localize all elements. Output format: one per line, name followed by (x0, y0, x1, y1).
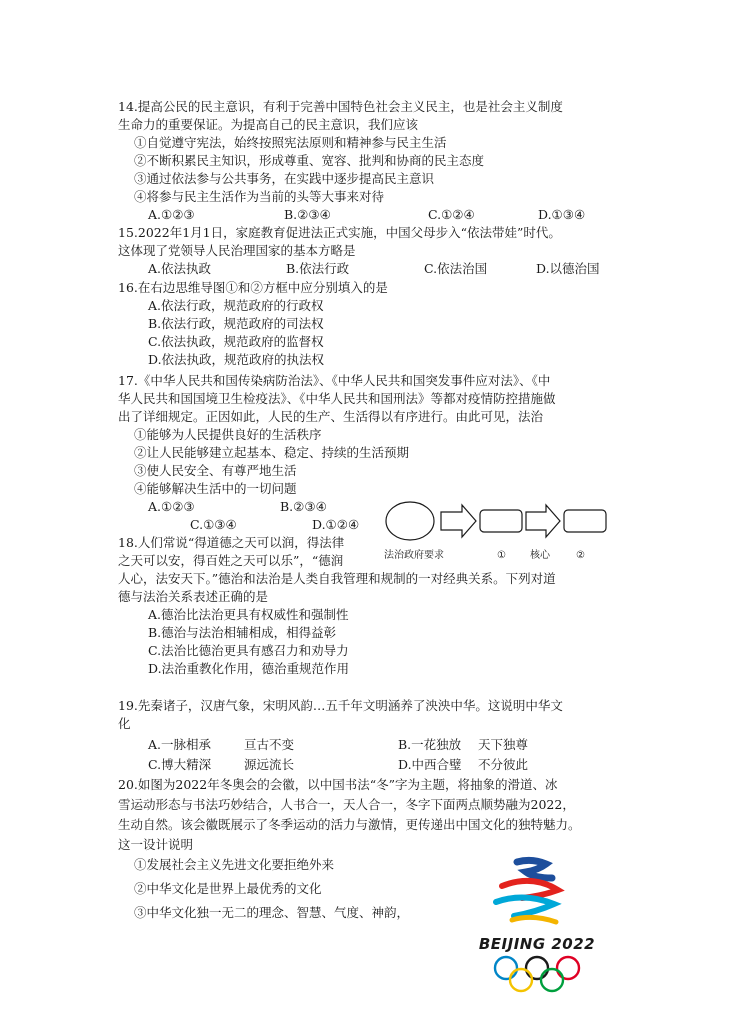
q14-choice-a: A.①②③ (148, 207, 195, 222)
q18-choice-c: C.法治比德治更具有感召力和劝导力 (148, 643, 349, 658)
q18-choice-d: D.法治重教化作用，德治重规范作用 (148, 661, 350, 676)
q19-choice-b-1: B.一花独放 (398, 737, 462, 752)
q19-stem-line2: 化 (118, 716, 131, 731)
q14-choice-c: C.①②④ (428, 207, 475, 222)
q19-choice-d-1: D.中西合璧 (398, 757, 462, 772)
emblem-stroke-cyan (496, 897, 554, 916)
mind-map-label-2: ② (576, 550, 585, 561)
q17-stem-line3: 出了详细规定。正因如此，人民的生产、生活得以有序进行。由此可见，法治 (118, 409, 544, 424)
q17-stem-line1: 17.《中华人民共和国传染病防治法》、《中华人民共和国突发事件应对法》、《中 (118, 373, 551, 388)
q16-stem: 16.在右边思维导图①和②方框中应分别填入的是 (118, 280, 388, 295)
q15-choice-a: A.依法执政 (148, 261, 212, 276)
q19-choice-c-1: C.博大精深 (148, 757, 212, 772)
q19-stem-line1: 19.先秦诸子，汉唐气象，宋明风韵…五千年文明涵养了泱泱中华。这说明中华文 (118, 698, 563, 713)
q14-stem-line2: 生命力的重要保证。为提高自己的民主意识，我们应该 (118, 117, 419, 132)
olympic-ring-red (557, 957, 579, 979)
q17-option-3: ③使人民安全、有尊严地生活 (134, 463, 297, 478)
olympic-rings (492, 954, 582, 996)
emblem-stroke-blue (517, 860, 552, 878)
q19-choice-b-2: 天下独尊 (478, 737, 529, 752)
q16-choice-d: D.依法执政，规范政府的执法权 (148, 352, 325, 367)
q16-choice-b: B.依法行政，规范政府的司法权 (148, 316, 324, 331)
q17-choice-d: D.①②④ (312, 517, 360, 532)
q15-choice-b: B.依法行政 (286, 261, 350, 276)
olympic-ring-green (541, 969, 563, 991)
q20-stem-line3: 生动自然。该会徽既展示了冬季运动的活力与激情，更传递出中国文化的独特魅力。 (118, 817, 581, 832)
beijing-2022-emblem (462, 856, 612, 996)
q14-option-1: ①自觉遵守宪法，始终按照宪法原则和精神参与民主生活 (134, 135, 447, 150)
q17-option-2: ②让人民能够建立起基本、稳定、持续的生活预期 (134, 445, 410, 460)
q16-choice-c: C.依法执政，规范政府的监督权 (148, 334, 324, 349)
olympic-ring-yellow (510, 969, 532, 991)
emblem-dong-character (462, 856, 612, 936)
mind-map-arrow-1 (441, 505, 476, 537)
q14-choice-b: B.②③④ (284, 207, 331, 222)
q19-choice-c-2: 源远流长 (244, 757, 295, 772)
mind-map-diagram (380, 498, 610, 546)
q17-option-1: ①能够为人民提供良好的生活秩序 (134, 427, 322, 442)
q15-stem-line1: 15.2022年1月1日，家庭教育促进法正式实施，中国父母步入“依法带娃”时代。 (118, 225, 561, 240)
q18-choice-b: B.德治与法治相辅相成，相得益彰 (148, 625, 337, 640)
q17-stem-line2: 华人民共和国国境卫生检疫法》、《中华人民共和国刑法》等都对疫情防控措施做 (118, 391, 556, 406)
olympic-ring-blue (495, 957, 517, 979)
q19-choice-a-2: 亘古不变 (244, 737, 295, 752)
q18-stem-line4: 德与法治关系表述正确的是 (118, 589, 269, 604)
q17-choice-b: B.②③④ (280, 499, 327, 514)
q20-stem-line4: 这一设计说明 (118, 837, 194, 852)
mind-map-box-2 (564, 510, 606, 532)
q14-option-2: ②不断积累民主知识，形成尊重、宽容、批判和协商的民主态度 (134, 153, 485, 168)
emblem-stroke-yellow (512, 917, 556, 922)
q18-stem-line3: 人心，法安天下。”德治和法治是人类自我管理和规制的一对经典关系。下列对道 (118, 571, 556, 586)
q18-stem-line2: 之天可以安，得百姓之天可以乐”，“德润 (118, 553, 344, 568)
q19-choice-a-1: A.一脉相承 (148, 737, 212, 752)
olympic-ring-black (526, 957, 548, 979)
q18-stem-line1: 18.人们常说“得道德之天可以润，得法律 (118, 535, 345, 550)
q20-stem-line2: 雪运动形态与书法巧妙结合，人书合一，天人合一，冬字下面两点顺势融为2022， (118, 797, 575, 812)
q20-option-3: ③中华文化独一无二的理念、智慧、气度、神韵， (134, 905, 410, 920)
mind-map-label-1: ① (497, 550, 506, 561)
q15-stem-line2: 这体现了党领导人民治理国家的基本方略是 (118, 243, 356, 258)
q17-choice-c: C.①③④ (190, 517, 237, 532)
q14-choice-d: D.①③④ (538, 207, 586, 222)
q20-stem-line1: 20.如图为2022年冬奥会的会徽，以中国书法“冬”字为主题，将抽象的滑道、冰 (118, 777, 558, 792)
q14-option-3: ③通过依法参与公共事务，在实践中逐步提高民主意识 (134, 171, 435, 186)
q14-stem-line1: 14.提高公民的民主意识，有利于完善中国特色社会主义民主，也是社会主义制度 (118, 99, 563, 114)
q19-choice-d-2: 不分彼此 (478, 757, 529, 772)
q18-choice-a: A.德治比法治更具有权威性和强制性 (148, 607, 349, 622)
mind-map-arrow-2 (526, 505, 560, 537)
q15-choice-c: C.依法治国 (424, 261, 488, 276)
q20-option-1: ①发展社会主义先进文化要拒绝外来 (134, 857, 335, 872)
emblem-text: BEIJING 2022 (478, 935, 596, 953)
q16-choice-a: A.依法行政，规范政府的行政权 (148, 298, 324, 313)
q20-option-2: ②中华文化是世界上最优秀的文化 (134, 881, 322, 896)
mind-map-box-1 (480, 510, 522, 532)
q15-choice-d: D.以德治国 (536, 261, 600, 276)
mind-map-ellipse (386, 502, 434, 540)
q14-option-4: ④将参与民主生活作为当前的头等大事来对待 (134, 189, 385, 204)
mind-map-label-core: 核心 (530, 550, 550, 561)
q17-option-4: ④能够解决生活中的一切问题 (134, 481, 297, 496)
mind-map-label-start: 法治政府要求 (384, 550, 444, 561)
q17-choice-a: A.①②③ (148, 499, 195, 514)
